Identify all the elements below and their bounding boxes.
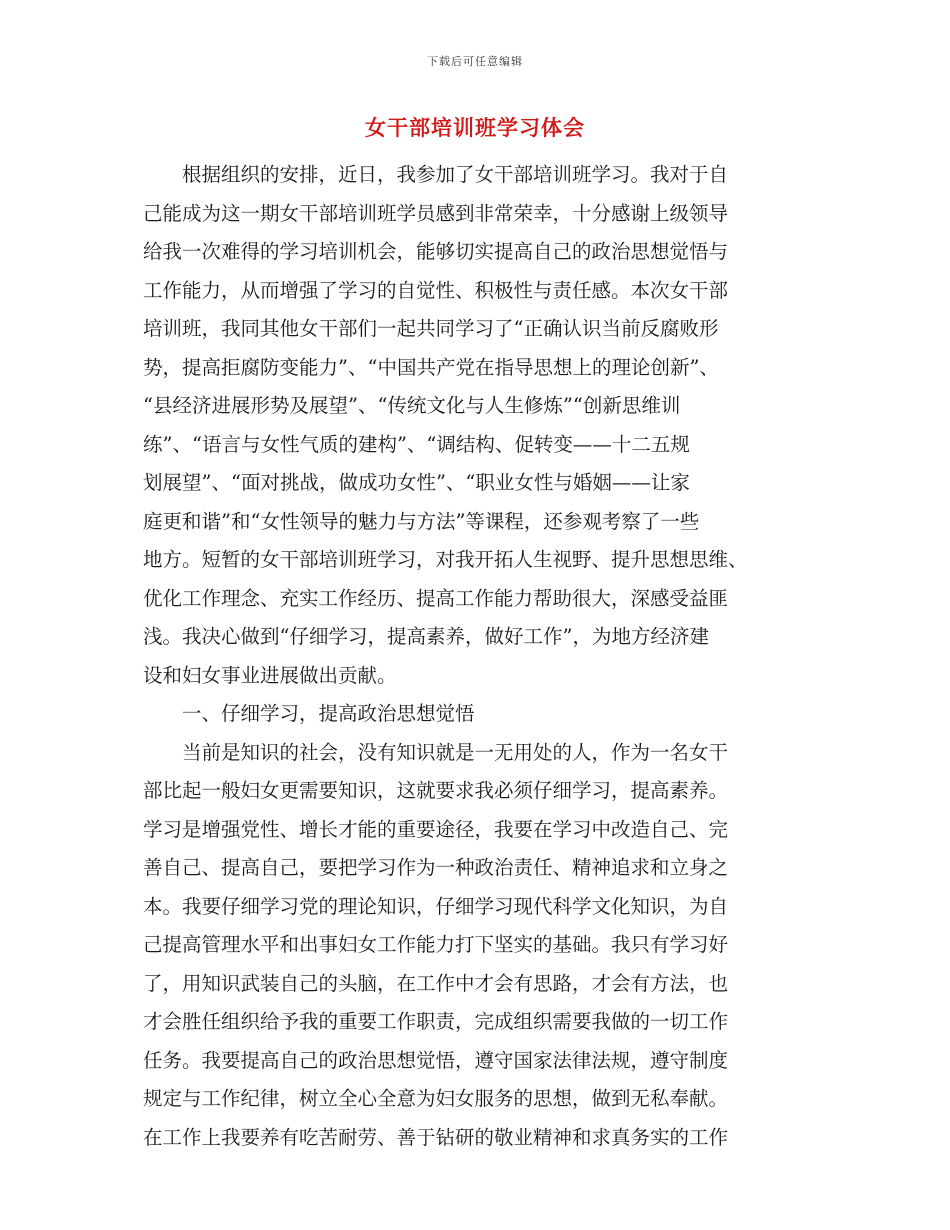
body-line: 任务。我要提高自己的政治思想觉悟，遵守国家法律法规，遵守制度 [143, 1048, 729, 1072]
body-line: 善自己、提高自己，要把学习作为一种政治责任、精神追求和立身之 [143, 856, 729, 879]
body-line: 己能成为这一期女干部培训班学员感到非常荣幸，十分感谢上级领导 [143, 201, 729, 225]
header-note: 下载后可任意编辑 [427, 55, 523, 68]
body-line: 规定与工作纪律，树立全心全意为妇女服务的思想，做到无私奉献。 [143, 1087, 729, 1110]
body-line: 练”、“语言与女性气质的建构”、“调结构、促转变——十二五规 [143, 432, 690, 456]
body-line: 当前是知识的社会，没有知识就是一无用处的人，作为一名女干 [182, 740, 729, 764]
body-line: 部比起一般妇女更需要知识，这就要求我必须仔细学习，提高素养。 [143, 779, 729, 802]
body-line: 设和妇女事业进展做出贡献。 [143, 663, 397, 687]
body-line: 才会胜任组织给予我的重要工作职责，完成组织需要我做的一切工作 [143, 1010, 729, 1033]
section-heading: 一、仔细学习，提高政治思想觉悟 [182, 702, 475, 725]
body-line: 优化工作理念、充实工作经历、提高工作能力帮助很大，深感受益匪 [143, 586, 729, 610]
document-title: 女干部培训班学习体会 [365, 115, 585, 140]
body-line: 己提高管理水平和出事妇女工作能力打下坚实的基础。我只有学习好 [143, 933, 729, 956]
body-line: 庭更和谐”和“女性领导的魅力与方法”等课程，还参观考察了一些 [143, 509, 700, 533]
body-line: 势，提高拒腐防变能力”、“中国共产党在指导思想上的理论创新”、 [143, 355, 719, 379]
body-line: 地方。短暂的女干部培训班学习，对我开拓人生视野、提升思想思维、 [143, 548, 748, 571]
body-line: “县经济进展形势及展望”、“传统文化与人生修炼”“创新思维训 [143, 394, 681, 417]
body-line: 在工作上我要养有吃苦耐劳、善于钻研的敬业精神和求真务实的工作 [143, 1125, 729, 1149]
body-line: 划展望”、“面对挑战，做成功女性”、“职业女性与婚姻——让家 [143, 471, 690, 494]
body-line: 浅。我决心做到“仔细学习，提高素养，做好工作”，为地方经济建 [143, 625, 709, 648]
body-line: 学习是增强党性、增长才能的重要途径，我要在学习中改造自己、完 [143, 817, 729, 841]
body-line: 根据组织的安排，近日，我参加了女干部培训班学习。我对于自 [182, 163, 729, 186]
body-line: 工作能力，从而增强了学习的自觉性、积极性与责任感。本次女干部 [143, 278, 729, 302]
document-body [143, 156, 808, 1157]
body-line: 培训班，我同其他女干部们一起共同学习了“正确认识当前反腐败形 [143, 317, 719, 340]
body-line: 给我一次难得的学习培训机会，能够切实提高自己的政治思想觉悟与 [143, 240, 729, 263]
body-line: 本。我要仔细学习党的理论知识，仔细学习现代科学文化知识，为自 [143, 894, 729, 918]
body-line: 了，用知识武装自己的头脑，在工作中才会有思路，才会有方法，也 [143, 971, 729, 995]
